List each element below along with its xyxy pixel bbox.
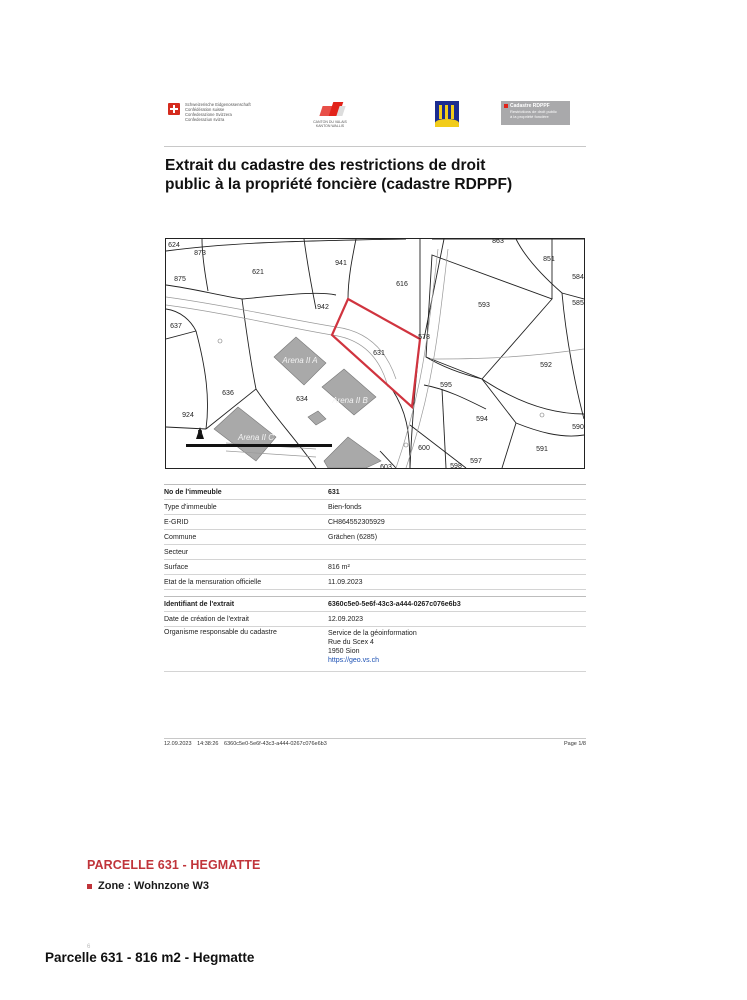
map-label: 597 (470, 458, 482, 465)
footer-page-number: Page 1/8 (563, 741, 586, 747)
organisme-line: 1950 Sion (328, 648, 360, 655)
title-line: Extrait du cadastre des restrictions de droit (165, 157, 486, 174)
info-row (164, 500, 586, 515)
map-label: 593 (478, 302, 490, 309)
map-label: 584 (572, 274, 584, 281)
rdppf-logo-line: Restrictions de droit public (510, 109, 557, 114)
map-label: 595 (440, 382, 452, 389)
info-row (164, 484, 586, 500)
cadastral-map-svg (166, 239, 584, 468)
document-title (165, 156, 595, 194)
map-label: 603 (380, 464, 392, 468)
info-row (164, 575, 586, 590)
canton-valais-logo (313, 102, 347, 128)
swiss-confederation-logo (168, 102, 251, 122)
swiss-logo-line: Schweizerische Eidgenossenschaft (185, 102, 251, 107)
info-key: Etat de la mensuration officielle (164, 578, 262, 586)
map-label: 590 (572, 424, 584, 431)
map-label: 624 (168, 242, 180, 249)
map-label: 863 (492, 239, 504, 245)
zone-text: Zone : Wohnzone W3 (98, 880, 210, 892)
info-value: 11.09.2023 (328, 578, 363, 586)
zone-line (87, 880, 209, 892)
map-label: 598 (450, 463, 462, 468)
map-north-label: N (197, 430, 203, 437)
map-label: 631 (373, 350, 385, 357)
swiss-cross-icon (168, 103, 180, 115)
info-value: 631 (328, 488, 340, 496)
page-footer (164, 741, 586, 747)
info-key: Type d'immeuble (164, 503, 217, 511)
map-label: 942 (317, 304, 329, 311)
cadastre-rdppf-logo (501, 101, 570, 125)
rdppf-logo-title: Cadastre RDPPF (510, 103, 550, 109)
info-key: No de l'immeuble (164, 488, 222, 496)
canton-logo-line: KANTON WALLIS (315, 124, 345, 128)
info-key: Surface (164, 563, 189, 571)
info-key: Identifiant de l'extrait (164, 600, 235, 608)
info-key: E-GRID (164, 518, 189, 526)
info-row (164, 596, 586, 612)
page-mark: 6 (87, 944, 91, 950)
map-label: 873 (194, 250, 206, 257)
info-row (164, 515, 586, 530)
building-label: Arena II A (282, 356, 318, 365)
info-value: CH864552305929 (328, 518, 385, 526)
map-label: 585 (572, 300, 584, 307)
building-label: Arena II B (332, 396, 368, 405)
map-label: 636 (222, 390, 234, 397)
footer-divider (164, 738, 586, 739)
footer-date: 12.09.2023 (164, 741, 192, 747)
rdppf-logo-line: à la propriété foncière (510, 113, 549, 119)
info-row (164, 627, 586, 672)
info-row (164, 545, 586, 560)
map-label: 592 (540, 362, 552, 369)
building-label: Arena II C (237, 433, 275, 442)
organisme-website-link[interactable]: https://geo.vs.ch (328, 657, 379, 664)
map-label: 621 (252, 269, 264, 276)
info-value: 12.09.2023 (328, 615, 364, 623)
info-value: Bien-fonds (328, 503, 362, 511)
canton-logo-line: CANTON DU VALAIS (313, 120, 347, 124)
parcel-title: PARCELLE 631 - HEGMATTE (87, 858, 261, 872)
info-key: Commune (164, 533, 197, 541)
organisme-line: Service de la géoinformation (328, 630, 417, 637)
map-label: 875 (174, 276, 186, 283)
info-key: Date de création de l'extrait (164, 615, 249, 623)
header-divider (164, 146, 586, 147)
map-label: 616 (396, 281, 408, 288)
extract-id-value: 6360c5e0-5e6f-43c3-a444-0267c076e6b3 (328, 600, 461, 608)
page-caption: Parcelle 631 - 816 m2 - Hegmatte (45, 950, 255, 965)
organisme-line: Rue du Scex 4 (328, 639, 374, 646)
swiss-logo-line: Confédération suisse (185, 107, 225, 112)
info-key: Organisme responsable du cadastre (164, 629, 277, 636)
map-label: 600 (418, 445, 430, 452)
parcel-info-table (164, 484, 586, 672)
info-value: 816 m² (328, 563, 350, 571)
map-label: 578 (418, 334, 430, 341)
map-label: 924 (182, 412, 194, 419)
footer-extract-id: 6360c5e0-5e6f-43c3-a444-0267c076e6b3 (224, 741, 327, 747)
canton-mark-icon (313, 102, 347, 118)
cadastral-map (165, 238, 585, 469)
map-label: 637 (170, 323, 182, 330)
info-row (164, 560, 586, 575)
map-label: 591 (536, 446, 548, 453)
swiss-logo-line: Confederazione Svizzera (185, 112, 232, 117)
info-value: Grächen (6285) (328, 533, 378, 541)
info-row (164, 530, 586, 545)
commune-coat-of-arms-icon (435, 101, 459, 127)
map-label: 941 (335, 260, 347, 267)
swiss-logo-line: Confederaziun svizra (185, 117, 225, 122)
info-key: Secteur (164, 548, 189, 556)
map-label: 634 (296, 396, 308, 403)
scale-bar (186, 444, 332, 447)
footer-time: 14:38:26 (197, 741, 219, 747)
bullet-icon (87, 884, 92, 889)
info-row (164, 612, 586, 627)
title-line: public à la propriété foncière (cadastre RDPPF) (165, 176, 513, 193)
map-label: 851 (543, 256, 555, 263)
map-label: 594 (476, 416, 488, 423)
